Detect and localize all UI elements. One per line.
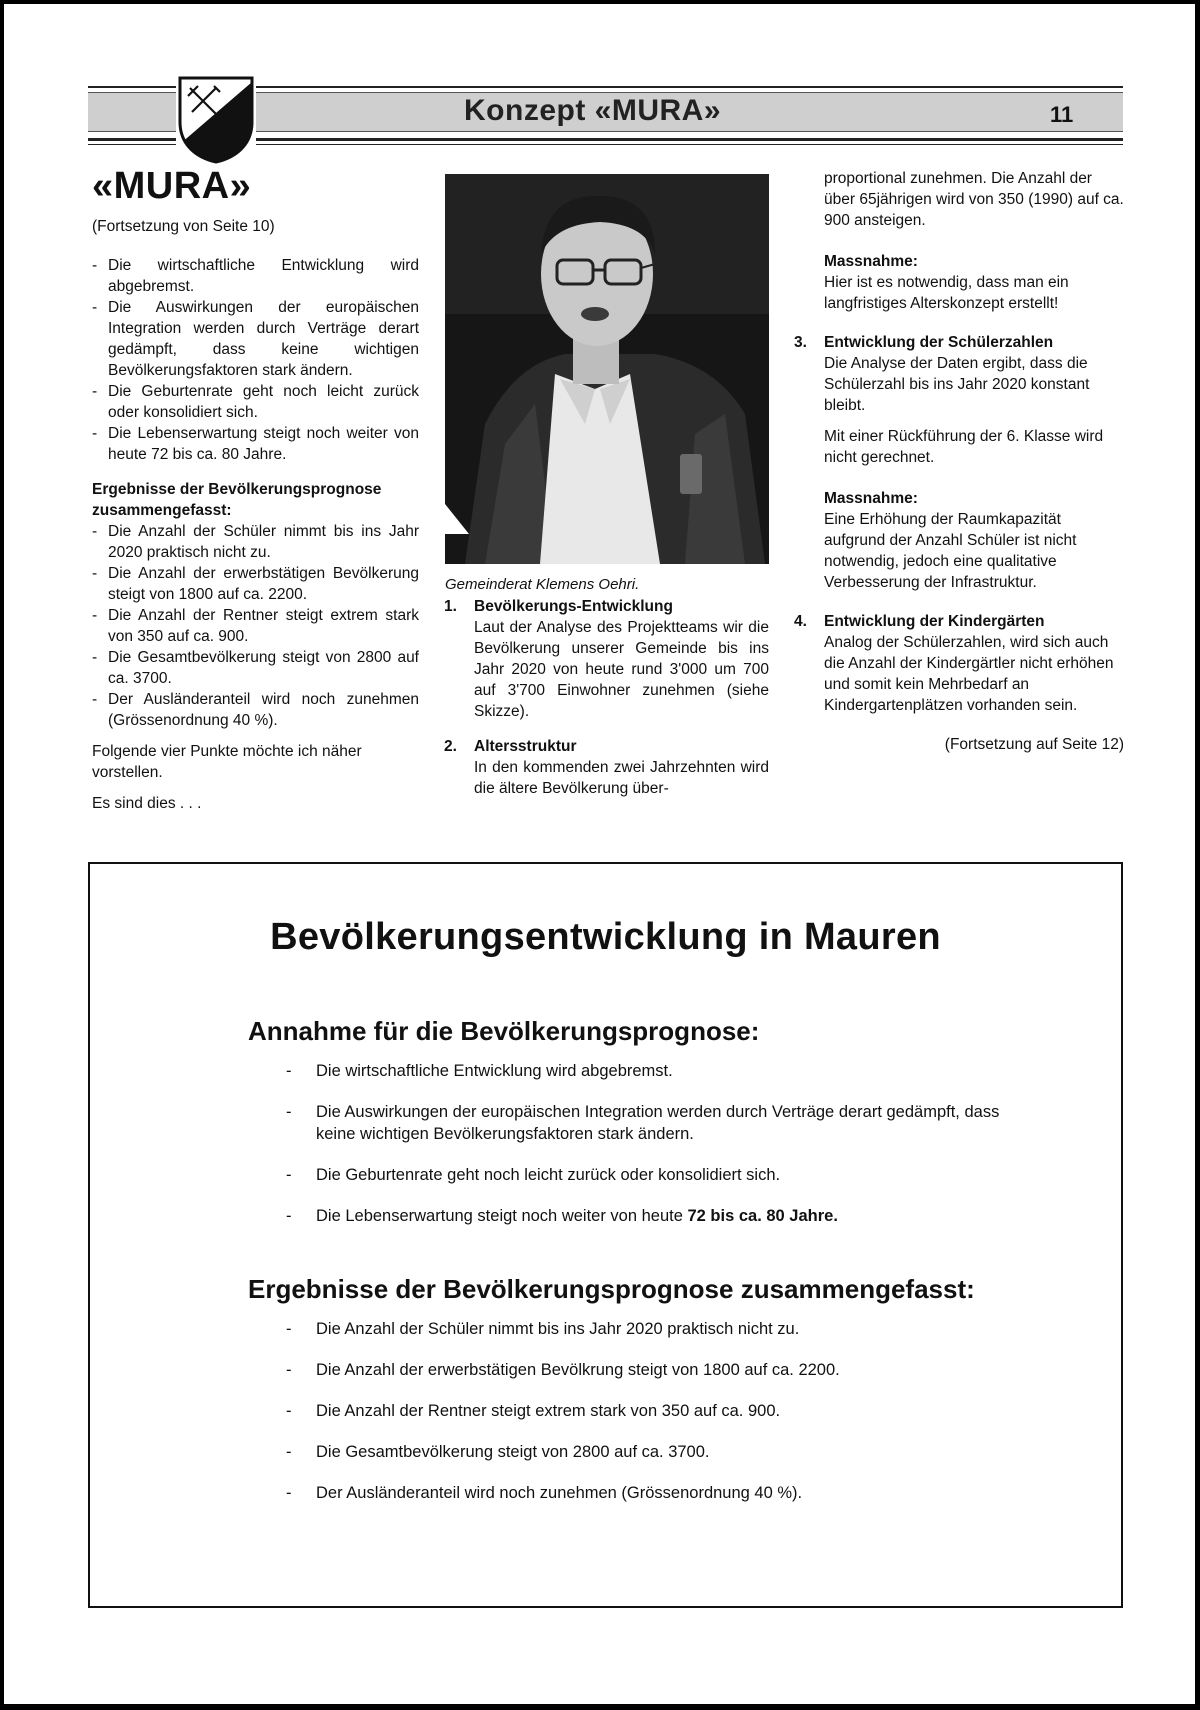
results-list: [286, 1318, 1006, 1523]
section-number: 1.: [444, 598, 457, 615]
photo-caption: Gemeinderat Klemens Oehri.: [445, 576, 640, 593]
list-item: [286, 1205, 1006, 1227]
section-number: 3.: [794, 334, 807, 351]
section-heading: [444, 596, 769, 617]
column-2: [444, 596, 769, 809]
document-page: [4, 4, 1195, 1704]
list-item: - Der Ausländeranteil wird noch zunehmen (Grössenordnung 40 %).: [92, 689, 419, 731]
measure-label: Massnahme:: [824, 253, 918, 270]
list-item: - Die Auswirkungen der europäischen Integration werden durch Verträge derart gedämpft, dass keine wichtigen Bevölkerungsfaktoren stark ändern.: [286, 1101, 1006, 1145]
continued-note: (Fortsetzung auf Seite 12): [944, 736, 1124, 753]
section-heading: [444, 736, 769, 757]
page-number: 11: [1050, 102, 1074, 127]
summary-box: [88, 862, 1123, 1608]
list-item: - Die Anzahl der Rentner steigt extrem stark von 350 auf ca. 900.: [92, 605, 419, 647]
results-heading: Ergebnisse der Bevölkerungsprognose zusammengefasst:: [92, 481, 382, 519]
list-item: - Die Geburtenrate geht noch leicht zurück oder konsolidiert sich.: [92, 381, 419, 423]
measure-text: Hier ist es notwendig, dass man ein langfristiges Alterskonzept erstellt!: [824, 274, 1069, 312]
list-item: - Die wirtschaftliche Entwicklung wird abgebremst.: [92, 255, 419, 297]
portrait-photo: [445, 174, 769, 564]
section-title: Altersstruktur: [474, 738, 577, 755]
list-item: - Die Lebenserwartung steigt noch weiter von heute 72 bis ca. 80 Jahre.: [92, 423, 419, 465]
article-title: «MURA»: [92, 165, 252, 207]
list-item: - Die Anzahl der Schüler nimmt bis ins Jahr 2020 praktisch nicht zu.: [92, 521, 419, 563]
section-heading: [794, 332, 1124, 353]
section-number: 2.: [444, 738, 457, 755]
list-item-emphasis: 72 bis ca. 80 Jahre.: [687, 1207, 838, 1225]
section-title: Bevölkerungs-Entwicklung: [474, 598, 673, 615]
measure-label: Massnahme:: [824, 490, 918, 507]
section-text: proportional zunehmen. Die Anzahl der über 65jährigen wird von 350 (1990) auf ca. 900 ansteigen.: [824, 170, 1124, 229]
list-item: - Die Anzahl der erwerbstätigen Bevölkerung steigt von 1800 auf ca. 2200.: [92, 563, 419, 605]
section-text: Mit einer Rückführung der 6. Klasse wird nicht gerechnet.: [824, 428, 1104, 466]
outro-text: Folgende vier Punkte möchte ich näher vorstellen.: [92, 743, 362, 781]
coat-of-arms-icon: [176, 74, 256, 164]
section-title: Entwicklung der Schülerzahlen: [824, 334, 1054, 351]
continued-note: (Fortsetzung von Seite 10): [92, 218, 275, 235]
list-item: - Die Gesamtbevölkerung steigt von 2800 auf ca. 3700.: [286, 1441, 1006, 1463]
section-text: In den kommenden zwei Jahrzehnten wird die ältere Bevölkerung über-: [474, 759, 769, 797]
box-subheading: Annahme für die Bevölkerungsprognose:: [248, 1016, 760, 1046]
list-item-text: Die Lebenserwartung steigt noch weiter von heute: [316, 1207, 688, 1225]
section-heading: [794, 611, 1124, 632]
list-item: - Die Gesamtbevölkerung steigt von 2800 auf ca. 3700.: [92, 647, 419, 689]
results-list: [92, 521, 419, 731]
list-item: - Die Anzahl der Schüler nimmt bis ins Jahr 2020 praktisch nicht zu.: [286, 1318, 1006, 1340]
box-title: Bevölkerungsentwicklung in Mauren: [270, 916, 941, 958]
list-item: - Die Anzahl der erwerbstätigen Bevölkrung steigt von 1800 auf ca. 2200.: [286, 1359, 1006, 1381]
assumptions-list: [92, 255, 419, 465]
measure-text: Eine Erhöhung der Raumkapazität aufgrund der Anzahl Schüler ist nicht notwendig, jedoch eine qualitative Verbesserung der Infrastruktur.: [824, 511, 1077, 591]
section-title: Entwicklung der Kindergärten: [824, 613, 1045, 630]
section-text: Die Analyse der Daten ergibt, dass die Schülerzahl bis ins Jahr 2020 konstant bleibt.: [824, 355, 1090, 414]
list-item: - Der Ausländeranteil wird noch zunehmen (Grössenordnung 40 %).: [286, 1482, 1006, 1504]
list-item: - Die wirtschaftliche Entwicklung wird abgebremst.: [286, 1060, 1006, 1082]
assumptions-list: [286, 1060, 1006, 1246]
section-text: Analog der Schülerzahlen, wird sich auch die Anzahl der Kindergärtler nicht erhöhen und somit kein Mehrbedarf an Kindergartenplätzen vorhanden sein.: [824, 634, 1114, 714]
column-1: [92, 164, 419, 824]
column-3: [794, 168, 1124, 765]
box-subheading: Ergebnisse der Bevölkerungsprognose zusammengefasst:: [248, 1274, 975, 1304]
outro-text: Es sind dies . . .: [92, 795, 202, 812]
section-number: 4.: [794, 613, 807, 630]
list-item: - Die Geburtenrate geht noch leicht zurück oder konsolidiert sich.: [286, 1164, 1006, 1186]
list-item: - Die Anzahl der Rentner steigt extrem stark von 350 auf ca. 900.: [286, 1400, 1006, 1422]
section-text: Laut der Analyse des Projektteams wir die Bevölkerung unserer Gemeinde bis ins Jahr 2020 von heute rund 3'000 um 700 auf 3'700 Einwohner zunehmen (siehe Skizze).: [474, 619, 769, 720]
page-header-title: Konzept «MURA»: [464, 94, 722, 127]
list-item: - Die Auswirkungen der europäischen Integration werden durch Verträge derart gedämpft, dass keine wichtigen Bevölkerungsfaktoren stark ändern.: [92, 297, 419, 381]
